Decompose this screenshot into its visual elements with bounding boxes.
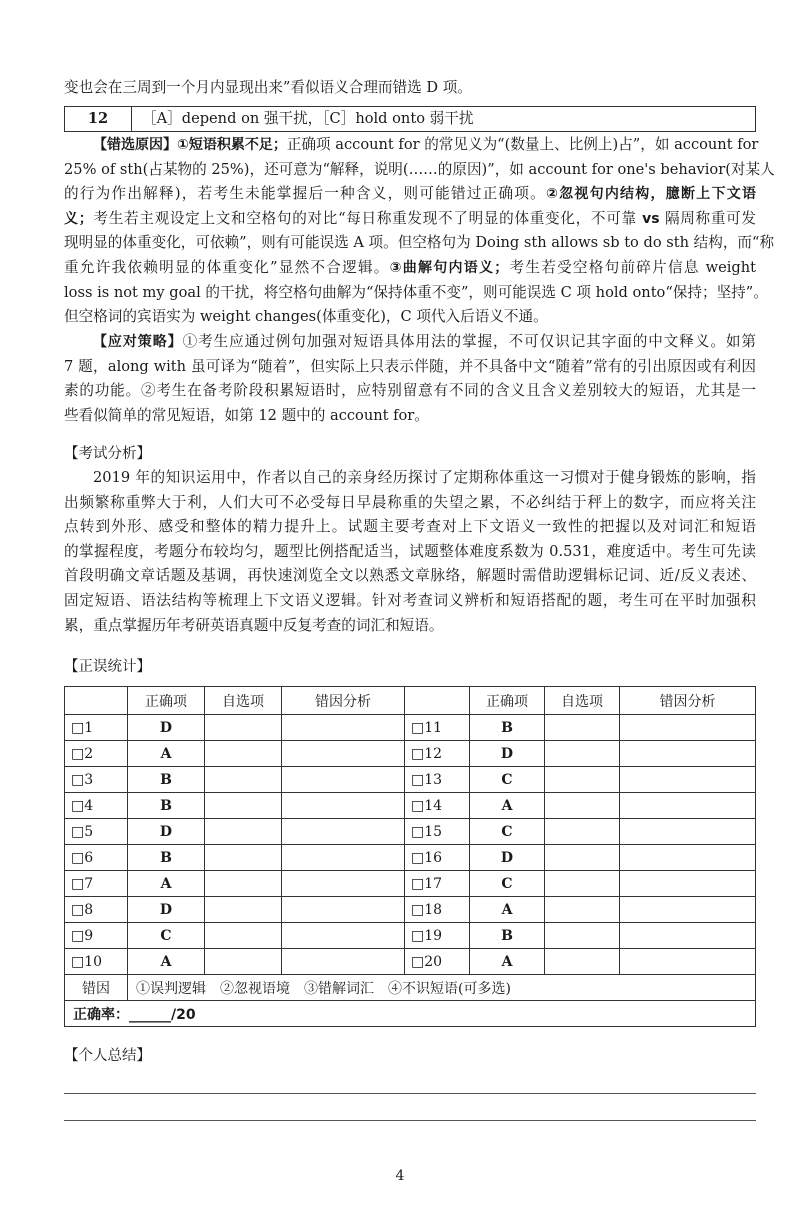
bold-text: ②忽视句内结构，臆断上下文语 xyxy=(546,186,756,203)
stats-heading: 【正误统计】 xyxy=(64,659,151,675)
question-checkbox[interactable]: □5 xyxy=(65,819,128,845)
question-checkbox[interactable]: □8 xyxy=(65,897,128,923)
own-answer-cell[interactable] xyxy=(545,923,620,949)
text-segment: 考生若受空格句前碎片信息 weight xyxy=(508,259,756,276)
text-segment: 的行为作出解释)，若考生未能掌握后一种含义，则可能错过正确项。 xyxy=(64,185,546,203)
own-answer-cell[interactable] xyxy=(205,923,282,949)
text-segment: 的掌握程度，考题分布较均匀，题型比例搭配适当，试题整体难度系数为 0.531，难度适中。考生可先读 xyxy=(64,542,756,560)
table-header-row xyxy=(65,687,756,715)
own-answer-cell[interactable] xyxy=(545,949,620,975)
own-answer-cell[interactable] xyxy=(545,871,620,897)
own-answer-cell[interactable] xyxy=(545,767,620,793)
question-checkbox[interactable]: □11 xyxy=(405,715,470,741)
intro-line: 变也会在三周到一个月内显现出来”看似语义合理而错选 D 项。 xyxy=(64,79,472,96)
table-row xyxy=(65,715,756,741)
bold-text: ③曲解句内语义； xyxy=(389,260,509,276)
column-header: 错因分析 xyxy=(282,687,405,715)
error-analysis-cell[interactable] xyxy=(620,845,756,871)
correct-answer: D xyxy=(128,715,205,741)
text-line xyxy=(64,231,775,255)
text-line xyxy=(64,281,768,305)
own-answer-cell[interactable] xyxy=(545,715,620,741)
text-segment: 正确项 account for 的常见义为“(数量上、比例上)占”，如 account for xyxy=(286,136,759,153)
table-row xyxy=(65,897,756,923)
text-line xyxy=(64,379,756,403)
page-number: 4 xyxy=(395,1168,405,1184)
correct-answer: A xyxy=(128,741,205,767)
table-row xyxy=(65,871,756,897)
column-header xyxy=(65,687,128,715)
own-answer-cell[interactable] xyxy=(545,845,620,871)
text-line xyxy=(93,330,756,354)
table-row xyxy=(65,819,756,845)
text-segment: 点转到外形、感受和整体的精力提升上。试题主要考查对上下文语义一致性的把握以及对词汇和短语 xyxy=(64,518,756,536)
text-segment: 考生若主观设定上文和空格句的对比“每日称重发现不了明显的体重变化，不可靠 xyxy=(92,209,643,227)
question-checkbox[interactable]: □20 xyxy=(405,949,470,975)
text-line xyxy=(64,182,756,206)
correct-answer: A xyxy=(470,897,545,923)
own-answer-cell[interactable] xyxy=(205,871,282,897)
answer-stats-table xyxy=(64,686,756,1027)
correct-answer: B xyxy=(128,793,205,819)
question-checkbox[interactable]: □19 xyxy=(405,923,470,949)
correct-answer: D xyxy=(470,845,545,871)
error-analysis-cell[interactable] xyxy=(282,949,405,975)
text-segment: 累，重点掌握历年考研英语真题中反复考查的词汇和短语。 xyxy=(64,616,444,634)
own-answer-cell[interactable] xyxy=(545,793,620,819)
table-row xyxy=(65,949,756,975)
error-analysis-cell[interactable] xyxy=(620,819,756,845)
bold-text: 【错选原因】①短语积累不足； xyxy=(93,137,287,153)
exam-analysis-heading: 【考试分析】 xyxy=(64,446,151,462)
text-line xyxy=(64,207,756,231)
text-line xyxy=(64,305,756,329)
text-segment: 些看似简单的常见短语，如第 12 题中的 account for。 xyxy=(64,406,429,424)
error-analysis-cell[interactable] xyxy=(620,897,756,923)
own-answer-cell[interactable] xyxy=(205,819,282,845)
correct-answer: B xyxy=(470,923,545,949)
question-checkbox[interactable]: □3 xyxy=(65,767,128,793)
text-line xyxy=(64,564,756,588)
text-line xyxy=(64,515,756,539)
correct-answer: B xyxy=(128,845,205,871)
error-analysis-cell[interactable] xyxy=(620,871,756,897)
correct-answer: C xyxy=(128,923,205,949)
error-analysis-cell[interactable] xyxy=(282,715,405,741)
text-segment: 首段明确文章话题及基调，再快速浏览全文以熟悉文章脉络，解题时需借助逻辑标记词、近/反义表述、 xyxy=(64,567,756,585)
question-checkbox[interactable]: □12 xyxy=(405,741,470,767)
error-analysis-cell[interactable] xyxy=(282,871,405,897)
correct-answer: A xyxy=(128,949,205,975)
summary-line[interactable] xyxy=(64,1093,756,1094)
text-line xyxy=(64,404,756,428)
text-line xyxy=(93,133,759,157)
table-row xyxy=(65,845,756,871)
own-answer-cell[interactable] xyxy=(205,949,282,975)
text-segment: 素的功能。②考生在备考阶段积累短语时，应特别留意有不同的含义且含义差别较大的短语，尤其是一 xyxy=(64,382,756,400)
correct-answer: A xyxy=(128,871,205,897)
text-segment: 7 题，along with 虽可译为“随着”，但实际上只表示伴随，并不具备中文“随着”常有的引出原因或有利因 xyxy=(64,357,756,375)
question-checkbox[interactable]: □18 xyxy=(405,897,470,923)
correct-answer: B xyxy=(128,767,205,793)
text-line xyxy=(64,158,775,182)
error-analysis-cell[interactable] xyxy=(620,923,756,949)
summary-heading: 【个人总结】 xyxy=(64,1048,151,1064)
question-12-box xyxy=(64,106,756,132)
text-line xyxy=(64,614,756,638)
correct-answer: A xyxy=(470,949,545,975)
correct-answer: A xyxy=(470,793,545,819)
text-segment: 固定短语、语法结构等梳理上下文语义逻辑。针对考查词义辨析和短语搭配的题，考生可在平时加强积 xyxy=(64,592,756,609)
table-row xyxy=(65,793,756,819)
text-line xyxy=(64,491,756,515)
question-checkbox[interactable]: □6 xyxy=(65,845,128,871)
text-segment: 重允许我依赖明显的体重变化”显然不合逻辑。 xyxy=(64,259,390,276)
error-analysis-cell[interactable] xyxy=(282,767,405,793)
column-header: 错因分析 xyxy=(620,687,756,715)
own-answer-cell[interactable] xyxy=(545,741,620,767)
error-cause-options: ①误判逻辑 ②忽视语境 ③错解词汇 ④不识短语(可多选) xyxy=(128,975,756,1001)
own-answer-cell[interactable] xyxy=(205,793,282,819)
error-analysis-cell[interactable] xyxy=(282,819,405,845)
text-segment: 但空格词的宾语实为 weight changes(体重变化)，C 项代入后语义不通。 xyxy=(64,308,548,326)
correct-answer: B xyxy=(470,715,545,741)
text-segment: 2019 年的知识运用中，作者以自己的亲身经历探讨了定期称体重这一习惯对于健身锻炼的影响，指 xyxy=(93,469,756,486)
own-answer-cell[interactable] xyxy=(205,897,282,923)
table-row xyxy=(65,923,756,949)
table-row xyxy=(65,767,756,793)
accuracy-row xyxy=(65,1001,756,1027)
accuracy-field[interactable]: 正确率：______/20 xyxy=(65,1001,756,1027)
correct-answer: C xyxy=(470,871,545,897)
error-cause-label: 错因 xyxy=(65,975,128,1001)
column-header: 自选项 xyxy=(545,687,620,715)
bold-text: 【应对策略】 xyxy=(93,334,183,350)
question-checkbox[interactable]: □13 xyxy=(405,767,470,793)
question-checkbox[interactable]: □15 xyxy=(405,819,470,845)
correct-answer: D xyxy=(128,819,205,845)
error-analysis-cell[interactable] xyxy=(620,715,756,741)
text-line xyxy=(64,540,756,564)
error-cause-row xyxy=(65,975,756,1001)
bold-text: vs xyxy=(642,210,660,227)
correct-answer: C xyxy=(470,819,545,845)
text-segment: ①考生应通过例句加强对短语具体用法的掌握，不可仅识记其字面的中文释义。如第 xyxy=(182,333,756,350)
error-analysis-cell[interactable] xyxy=(282,793,405,819)
own-answer-cell[interactable] xyxy=(545,819,620,845)
text-segment: 25% of sth(占某物的 25%)，还可意为“解释，说明(……的原因)”，如 account for one's behavior(对某人 xyxy=(64,160,775,178)
error-analysis-cell[interactable] xyxy=(282,897,405,923)
own-answer-cell[interactable] xyxy=(205,845,282,871)
question-checkbox[interactable]: □14 xyxy=(405,793,470,819)
question-number: 12 xyxy=(65,107,132,131)
column-header: 正确项 xyxy=(128,687,205,715)
table-row xyxy=(65,741,756,767)
question-checkbox[interactable]: □2 xyxy=(65,741,128,767)
error-analysis-cell[interactable] xyxy=(620,793,756,819)
text-segment: 隔周称重可发 xyxy=(659,209,757,227)
error-analysis-cell[interactable] xyxy=(620,767,756,793)
question-checkbox[interactable]: □1 xyxy=(65,715,128,741)
correct-answer: C xyxy=(470,767,545,793)
summary-line[interactable] xyxy=(64,1120,756,1121)
error-analysis-cell[interactable] xyxy=(620,741,756,767)
question-checkbox[interactable]: □10 xyxy=(65,949,128,975)
correct-answer: D xyxy=(470,741,545,767)
text-line xyxy=(64,589,756,613)
error-analysis-cell[interactable] xyxy=(282,845,405,871)
question-checkbox[interactable]: □7 xyxy=(65,871,128,897)
text-line xyxy=(93,466,756,490)
own-answer-cell[interactable] xyxy=(205,715,282,741)
correct-answer: D xyxy=(128,897,205,923)
question-checkbox[interactable]: □17 xyxy=(405,871,470,897)
column-header: 正确项 xyxy=(470,687,545,715)
text-segment: loss is not my goal 的干扰，将空格句曲解为“保持体重不变”，则可能误选 C 项 hold onto“保持；坚持”。 xyxy=(64,283,768,301)
error-analysis-cell[interactable] xyxy=(282,741,405,767)
question-distractors: ［A］depend on 强干扰，［C］hold onto 弱干扰 xyxy=(142,110,474,127)
error-analysis-cell[interactable] xyxy=(620,949,756,975)
text-line xyxy=(64,355,756,379)
text-segment: 出频繁称重弊大于利，人们大可不必受每日早晨称重的失望之累，不必纠结于秤上的数字，而应将关注 xyxy=(64,493,756,511)
text-line xyxy=(64,256,756,280)
error-analysis-cell[interactable] xyxy=(282,923,405,949)
own-answer-cell[interactable] xyxy=(545,897,620,923)
text-segment: 现明显的体重变化，可依赖”，则有可能误选 A 项。但空格句为 Doing sth allows sb to do sth 结构，而“称 xyxy=(64,234,775,252)
column-header: 自选项 xyxy=(205,687,282,715)
question-checkbox[interactable]: □4 xyxy=(65,793,128,819)
question-checkbox[interactable]: □9 xyxy=(65,923,128,949)
own-answer-cell[interactable] xyxy=(205,767,282,793)
bold-text: 义； xyxy=(64,210,93,227)
own-answer-cell[interactable] xyxy=(205,741,282,767)
question-checkbox[interactable]: □16 xyxy=(405,845,470,871)
column-header xyxy=(405,687,470,715)
